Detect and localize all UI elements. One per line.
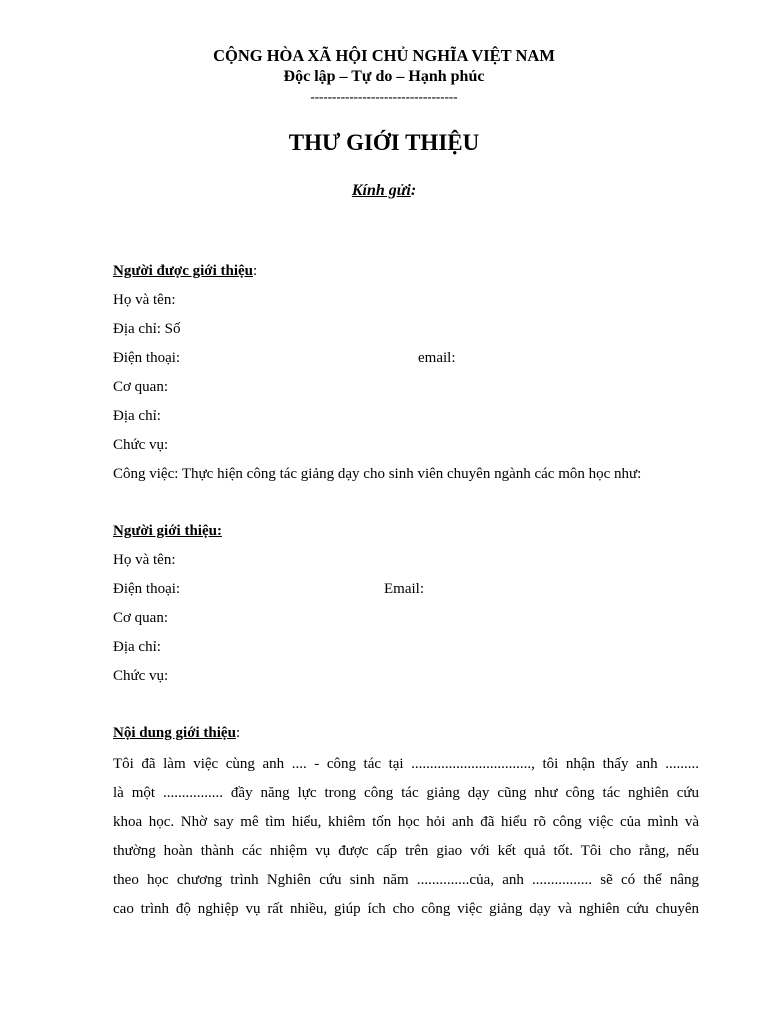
introduced-heading-line xyxy=(113,263,257,280)
content-heading: Nội dung giới thiệu xyxy=(113,725,236,741)
introduced-phone: Điện thoại: xyxy=(113,350,181,366)
content-line: Tôi đã làm việc cùng anh .... - công tác tại ................................, tôi nhận thấy anh ......... xyxy=(113,756,699,772)
introduced-heading-colon: : xyxy=(253,263,258,279)
introduced-agency: Cơ quan: xyxy=(113,379,169,395)
introducer-heading: Người giới thiệu: xyxy=(113,523,222,539)
header-separator: ---------------------------------- xyxy=(310,89,458,104)
content-heading-colon: : xyxy=(235,725,241,741)
page-title: THƯ GIỚI THIỆU xyxy=(288,130,480,155)
content-line: khoa học. Nhờ say mê tìm hiểu, khiêm tốn học hỏi anh đã hiểu rõ công việc của mình và xyxy=(113,814,699,830)
introduced-email: email: xyxy=(418,350,456,366)
introduced-address: Địa chỉ: Số xyxy=(113,321,181,337)
country-header: CỘNG HÒA XÃ HỘI CHỦ NGHĨA VIỆT NAM xyxy=(213,46,555,65)
introduced-position: Chức vụ: xyxy=(113,437,169,453)
content-line: là một ................ đầy năng lực trong công tác giảng dạy cũng như công tác nghiên cứu xyxy=(113,785,699,801)
introducer-phone: Điện thoại: xyxy=(113,581,181,597)
content-line: thường hoàn thành các nhiệm vụ được cấp trên giao với kết quả tốt. Tôi cho rằng, nếu xyxy=(113,843,699,859)
introducer-position: Chức vụ: xyxy=(113,668,169,684)
motto: Độc lập – Tự do – Hạnh phúc xyxy=(283,68,485,85)
introducer-full-name: Họ và tên: xyxy=(113,552,176,568)
introduced-full-name: Họ và tên: xyxy=(113,292,176,308)
introducer-agency: Cơ quan: xyxy=(113,610,169,626)
greeting xyxy=(0,182,768,200)
content-heading-line xyxy=(113,725,240,742)
greeting-colon: : xyxy=(410,182,417,199)
introduced-agency-address: Địa chỉ: xyxy=(113,408,161,424)
introducer-heading-line xyxy=(113,523,222,540)
introducer-email: Email: xyxy=(384,581,424,597)
greeting-label: Kính gửi xyxy=(351,182,411,199)
introduced-work: Công việc: Thực hiện công tác giảng dạy cho sinh viên chuyên ngành các môn học như: xyxy=(113,466,642,482)
content-line: theo học chương trình Nghiên cứu sinh năm ..............của, anh ................ sẽ có thể nâng xyxy=(113,872,699,888)
introduced-heading: Người được giới thiệu xyxy=(113,263,254,279)
introducer-address: Địa chỉ: xyxy=(113,639,161,655)
content-line: cao trình độ nghiệp vụ rất nhiều, giúp ích cho công việc giảng dạy và nghiên cứu chuyên xyxy=(113,901,699,917)
